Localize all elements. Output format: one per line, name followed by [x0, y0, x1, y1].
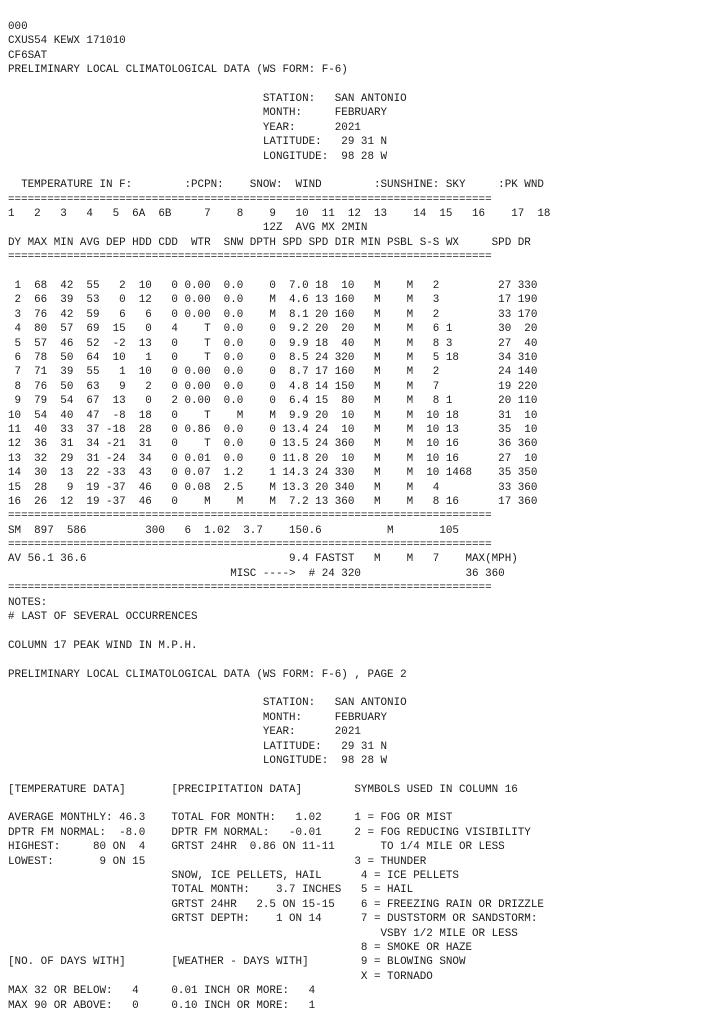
report-line: [8, 682, 550, 696]
report-line: ==========================================================================: [8, 582, 492, 595]
report-line: AVERAGE MONTHLY: 46.3 TOTAL FOR MONTH: 1.02 1 = FOG OR MIST: [8, 812, 453, 825]
report-line: COLUMN 17 PEAK WIND IN M.P.H.: [8, 639, 198, 652]
report-line: 000: [8, 21, 28, 33]
report-line: VSBY 1/2 MILE OR LESS: [8, 927, 518, 940]
report-line: STATION: SAN ANTONIO: [8, 92, 407, 105]
report-line: CF6SAT: [8, 49, 48, 62]
report-line: 11 40 33 37 -18 28 0 0.86 0.0 0 13.4 24 10 M M 10 13 35 10: [8, 423, 538, 436]
report-line: YEAR: 2021: [8, 726, 361, 739]
report-line: 2 66 39 53 0 12 0 0.00 0.0 M 4.6 13 160 M M 3 17 190: [8, 294, 538, 307]
report-line: AV 56.1 36.6 9.4 FASTST M M 7 MAX(MPH): [8, 553, 518, 566]
report-line: MAX 32 OR BELOW: 4 0.01 INCH OR MORE: 4: [8, 985, 316, 998]
report-line: LATITUDE: 29 31 N: [8, 740, 388, 753]
report-line: 1 2 3 4 5 6A 6B 7 8 9 10 11 12 13 14 15 16 17 18: [8, 208, 551, 221]
report-line: X = TORNADO: [8, 970, 433, 983]
report-line: [NO. OF DAYS WITH] [WEATHER - DAYS WITH] 9 = BLOWING SNOW: [8, 956, 466, 969]
report-line: MONTH: FEBRUARY: [8, 107, 388, 120]
report-line: 10 54 40 47 -8 18 0 T M M 9.9 20 10 M M 10 18 31 10: [8, 409, 538, 422]
report-line: 13 32 29 31 -24 34 0 0.01 0.0 0 11.8 20 10 M M 10 16 27 10: [8, 452, 538, 465]
report-line: 6 78 50 64 10 1 0 T 0.0 0 8.5 24 320 M M 5 18 34 310: [8, 351, 538, 364]
report-line: CXUS54 KEWX 171010: [8, 35, 126, 48]
report-line: ==========================================================================: [8, 539, 492, 552]
report-line: YEAR: 2021: [8, 121, 361, 134]
report-line: LONGITUDE: 98 28 W: [8, 754, 388, 767]
report-line: TOTAL MONTH: 3.7 INCHES 5 = HAIL: [8, 884, 414, 897]
report-line: NOTES:: [8, 596, 48, 609]
report-line: SNOW, ICE PELLETS, HAIL 4 = ICE PELLETS: [8, 870, 459, 883]
climatological-report: [8, 20, 550, 1013]
report-line: MONTH: FEBRUARY: [8, 711, 388, 724]
report-line: 1 68 42 55 2 10 0 0.00 0.0 0 7.0 18 10 M M 2 27 330: [8, 280, 538, 293]
report-line: 15 28 9 19 -37 46 0 0.08 2.5 M 13.3 20 340 M M 4 33 360: [8, 481, 538, 494]
report-line: ==========================================================================: [8, 510, 492, 523]
report-line: [8, 78, 550, 92]
report-line: 8 76 50 63 9 2 0 0.00 0.0 0 4.8 14 150 M M 7 19 220: [8, 380, 538, 393]
report-line: GRTST DEPTH: 1 ON 14 7 = DUSTSTORM OR SANDSTORM:: [8, 913, 538, 926]
report-line: 3 76 42 59 6 6 0 0.00 0.0 M 8.1 20 160 M M 2 33 170: [8, 308, 538, 321]
report-line: TEMPERATURE IN F: :PCPN: SNOW: WIND :SUNSHINE: SKY :PK WND: [8, 179, 544, 192]
report-line: [8, 768, 550, 782]
report-line: 7 71 39 55 1 10 0 0.00 0.0 0 8.7 17 160 M M 2 24 140: [8, 366, 538, 379]
report-line: MAX 90 OR ABOVE: 0 0.10 INCH OR MORE: 1: [8, 999, 316, 1012]
report-line: PRELIMINARY LOCAL CLIMATOLOGICAL DATA (WS FORM: F-6) , PAGE 2: [8, 668, 407, 681]
report-line: DPTR FM NORMAL: -8.0 DPTR FM NORMAL: -0.01 2 = FOG REDUCING VISIBILITY: [8, 826, 531, 839]
report-line: STATION: SAN ANTONIO: [8, 697, 407, 710]
report-line: [8, 265, 550, 279]
report-line: [TEMPERATURE DATA] [PRECIPITATION DATA] SYMBOLS USED IN COLUMN 16: [8, 783, 518, 796]
report-line: LONGITUDE: 98 28 W: [8, 150, 388, 163]
report-line: LOWEST: 9 ON 15 3 = THUNDER: [8, 855, 427, 868]
report-line: [8, 653, 550, 667]
report-line: GRTST 24HR 2.5 ON 15-15 6 = FREEZING RAIN OR DRIZZLE: [8, 898, 544, 911]
report-line: SM 897 586 300 6 1.02 3.7 150.6 M 105: [8, 524, 459, 537]
report-line: 4 80 57 69 15 0 4 T 0.0 0 9.2 20 20 M M 6 1 30 20: [8, 323, 538, 336]
report-line: [8, 164, 550, 178]
report-line: # LAST OF SEVERAL OCCURRENCES: [8, 611, 198, 624]
report-line: 14 30 13 22 -33 43 0 0.07 1.2 1 14.3 24 330 M M 10 1468 35 350: [8, 467, 538, 480]
report-line: 12 36 31 34 -21 31 0 T 0.0 0 13.5 24 360 M M 10 16 36 360: [8, 438, 538, 451]
report-line: PRELIMINARY LOCAL CLIMATOLOGICAL DATA (WS FORM: F-6): [8, 64, 348, 77]
report-line: 16 26 12 19 -37 46 0 M M M 7.2 13 360 M M 8 16 17 360: [8, 495, 538, 508]
report-line: HIGHEST: 80 ON 4 GRTST 24HR 0.86 ON 11-11 TO 1/4 MILE OR LESS: [8, 841, 505, 854]
report-line: MISC ----> # 24 320 36 360: [8, 567, 505, 580]
report-line: 5 57 46 52 -2 13 0 T 0.0 0 9.9 18 40 M M 8 3 27 40: [8, 337, 538, 350]
report-line: ==========================================================================: [8, 251, 492, 264]
report-line: [8, 797, 550, 811]
report-line: 12Z AVG MX 2MIN: [8, 222, 368, 235]
report-line: LATITUDE: 29 31 N: [8, 136, 388, 149]
report-line: 9 79 54 67 13 0 2 0.00 0.0 0 6.4 15 80 M M 8 1 20 110: [8, 395, 538, 408]
report-line: [8, 624, 550, 638]
report-line: 8 = SMOKE OR HAZE: [8, 942, 473, 954]
report-line: ==========================================================================: [8, 193, 492, 206]
report-line: DY MAX MIN AVG DEP HDD CDD WTR SNW DPTH SPD SPD DIR MIN PSBL S-S WX SPD DR: [8, 236, 531, 249]
